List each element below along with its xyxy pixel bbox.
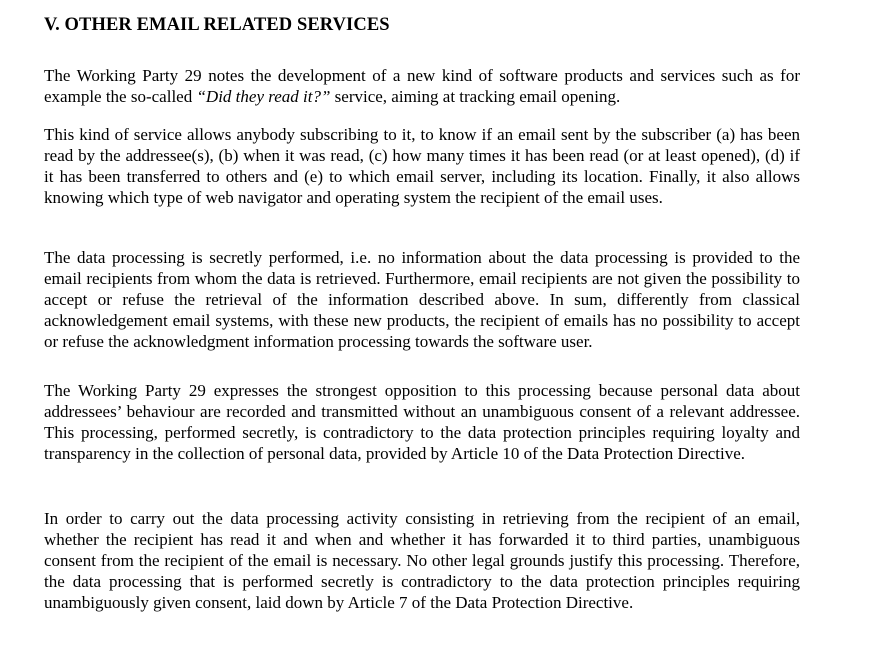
paragraph-4: The Working Party 29 expresses the strongest opposition to this processing because personal data about addressees’ behaviour are recorded and transmitted without an unambiguous consent of a relevant addressee. This processing, performed secretly, is contradictory to the data protection principles requiring loyalty and transparency in the collection of personal data, provided by Article 10 of the Data Protection Directive. <box>44 381 800 463</box>
paragraph-3: The data processing is secretly performed, i.e. no information about the data processing is provided to the email recipients from whom the data is retrieved. Furthermore, email recipients are not given the possibility to accept or refuse the retrieval of the information described above. In sum, differently from classical acknowledgement email systems, with these new products, the recipient of emails has no possibility to accept or refuse the acknowledgment information processing towards the software user. <box>44 248 800 351</box>
paragraph-1-text-start: The Working Party 29 notes the development of a new kind of software products and services such as for example the so-called <box>44 66 800 106</box>
paragraph-5: In order to carry out the data processing activity consisting in retrieving from the recipient of an email, whether the recipient has read it and when and whether it has forwarded it to third parties, unambiguous consent from the recipient of the email is necessary. No other legal grounds justify this processing. Therefore, the data processing that is performed secretly is contradictory to the data protection principles requiring unambiguously given consent, laid down by Article 7 of the Data Protection Directive. <box>44 509 800 612</box>
section-title: V. OTHER EMAIL RELATED SERVICES <box>44 15 390 35</box>
paragraph-2: This kind of service allows anybody subscribing to it, to know if an email sent by the subscriber (a) has been read by the addressee(s), (b) when it was read, (c) how many times it has been read (or at least opened), (d) if it has been transferred to others and (e) to which email server, including its location. Finally, it also allows knowing which type of web navigator and operating system the recipient of the email uses. <box>44 125 800 207</box>
paragraph-1 <box>44 65 800 107</box>
service-name-quote: “Did they read it?” <box>196 87 331 106</box>
paragraph-1-text-end: service, aiming at tracking email opening. <box>330 87 621 106</box>
